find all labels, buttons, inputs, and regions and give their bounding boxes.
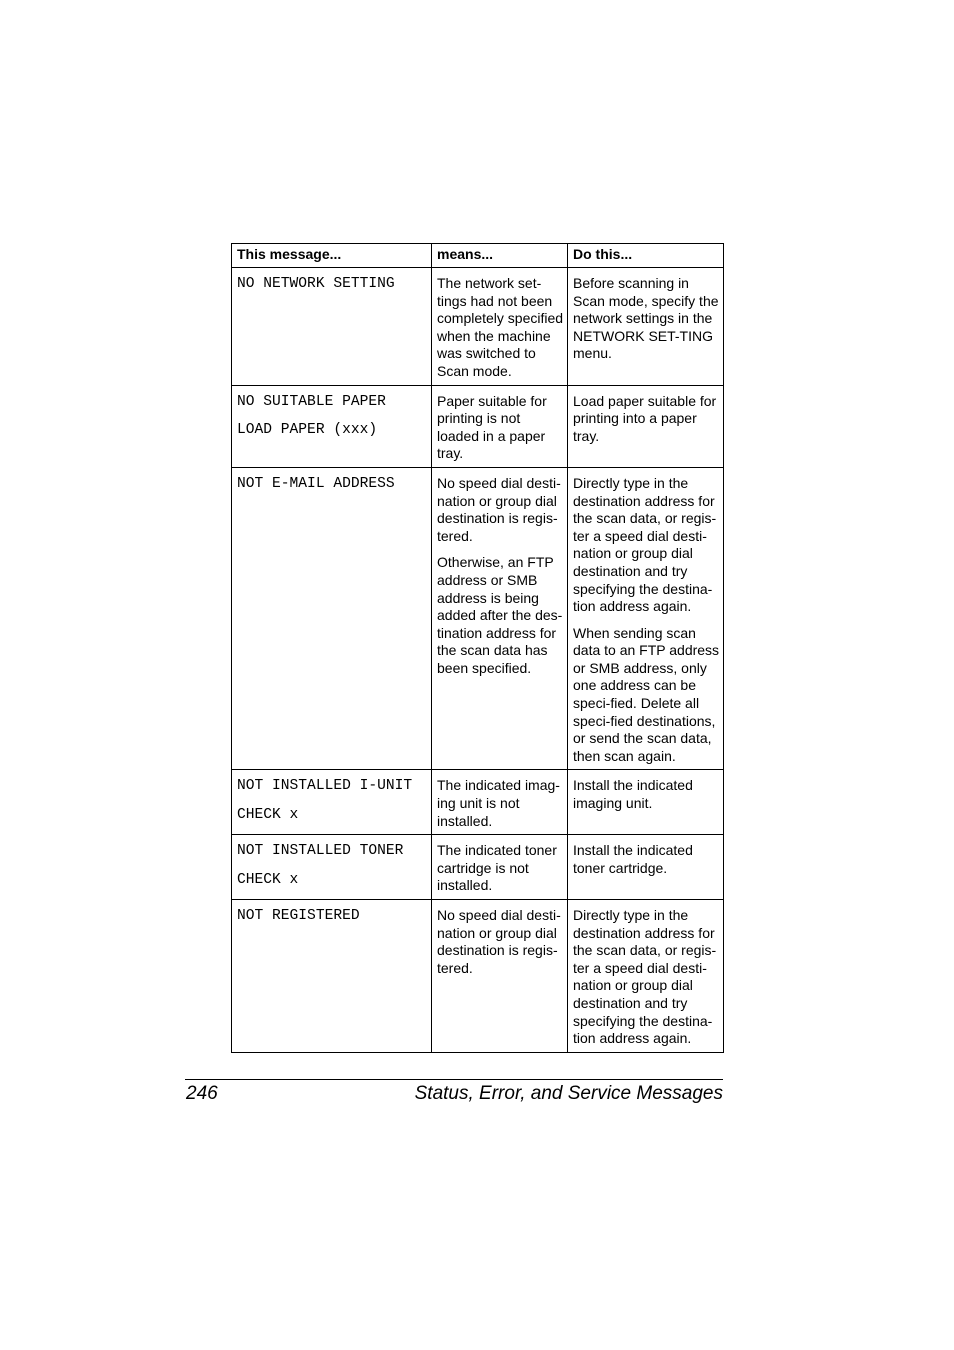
message-code: NOT REGISTERED	[237, 908, 360, 924]
table-row	[232, 900, 724, 1053]
means-cell	[432, 467, 568, 770]
message-code: NOT INSTALLED TONER	[237, 843, 404, 860]
header-do-this: Do this...	[568, 244, 724, 268]
message-code: NO SUITABLE PAPER	[237, 393, 386, 410]
means-cell	[432, 770, 568, 835]
header-message: This message...	[232, 244, 432, 268]
message-code: NOT E-MAIL ADDRESS	[237, 475, 395, 492]
action-text: Directly type in the destination address for the scan data, or regis-ter a speed dial desti-nation or group dial destination and try specifying the destina-tion address again.	[573, 907, 717, 1047]
means-text: No speed dial desti-nation or group dial destination is regis-tered.	[437, 907, 561, 976]
means-cell	[432, 268, 568, 386]
message-code: CHECK x	[237, 871, 299, 888]
means-cell	[432, 900, 568, 1053]
action-cell	[568, 268, 724, 386]
means-cell	[432, 835, 568, 900]
means-text: Otherwise, an FTP address or SMB address is being added after the des-tination address for the scan data has been specified.	[437, 554, 563, 676]
action-cell	[568, 835, 724, 900]
action-cell	[568, 467, 724, 770]
action-text: Install the indicated toner cartridge.	[573, 842, 693, 876]
table-row	[232, 385, 724, 467]
message-cell	[232, 268, 432, 386]
means-text: The indicated toner cartridge is not installed.	[437, 842, 557, 894]
message-code: LOAD PAPER (xxx)	[237, 422, 378, 439]
table-row	[232, 467, 724, 770]
message-cell	[232, 835, 432, 900]
action-text: Load paper suitable for printing into a paper tray.	[573, 392, 717, 444]
means-cell	[432, 385, 568, 467]
table-header-row	[232, 244, 724, 268]
table-row	[232, 268, 724, 386]
action-text: Before scanning in Scan mode, specify the network settings in the NETWORK SET-TING menu.	[573, 275, 719, 362]
action-text: Install the indicated imaging unit.	[573, 777, 693, 812]
action-text: When sending scan data to an FTP address or SMB address, only one address can be speci-fied. Delete all speci-fied destinations, or send the scan data, then scan again.	[573, 624, 720, 764]
means-text: Paper suitable for printing is not loaded in a paper tray.	[437, 392, 547, 462]
means-text: No speed dial desti-nation or group dial destination is regis-tered.	[437, 474, 561, 544]
message-code: CHECK x	[237, 807, 299, 824]
table-row	[232, 770, 724, 835]
page-number: 246	[186, 1083, 218, 1104]
section-title: Status, Error, and Service Messages	[414, 1083, 723, 1104]
action-cell	[568, 770, 724, 835]
header-means: means...	[432, 244, 568, 268]
message-code: NOT INSTALLED I-UNIT	[237, 778, 413, 795]
means-text: The network set-tings had not been completely specified when the machine was switched to Scan mode.	[437, 275, 564, 379]
means-text: The indicated imag-ing unit is not installed.	[437, 777, 560, 829]
action-cell	[568, 900, 724, 1053]
message-cell	[232, 900, 432, 1053]
messages-table	[231, 243, 724, 1053]
footer-divider	[185, 1079, 723, 1080]
message-cell	[232, 385, 432, 467]
table-row	[232, 835, 724, 900]
message-code: NO NETWORK SETTING	[237, 276, 395, 292]
message-cell	[232, 467, 432, 770]
action-text: Directly type in the destination address for the scan data, or regis-ter a speed dial desti-nation or group dial destination and try specifying the destina-tion address again.	[573, 474, 717, 615]
action-cell	[568, 385, 724, 467]
message-cell	[232, 770, 432, 835]
